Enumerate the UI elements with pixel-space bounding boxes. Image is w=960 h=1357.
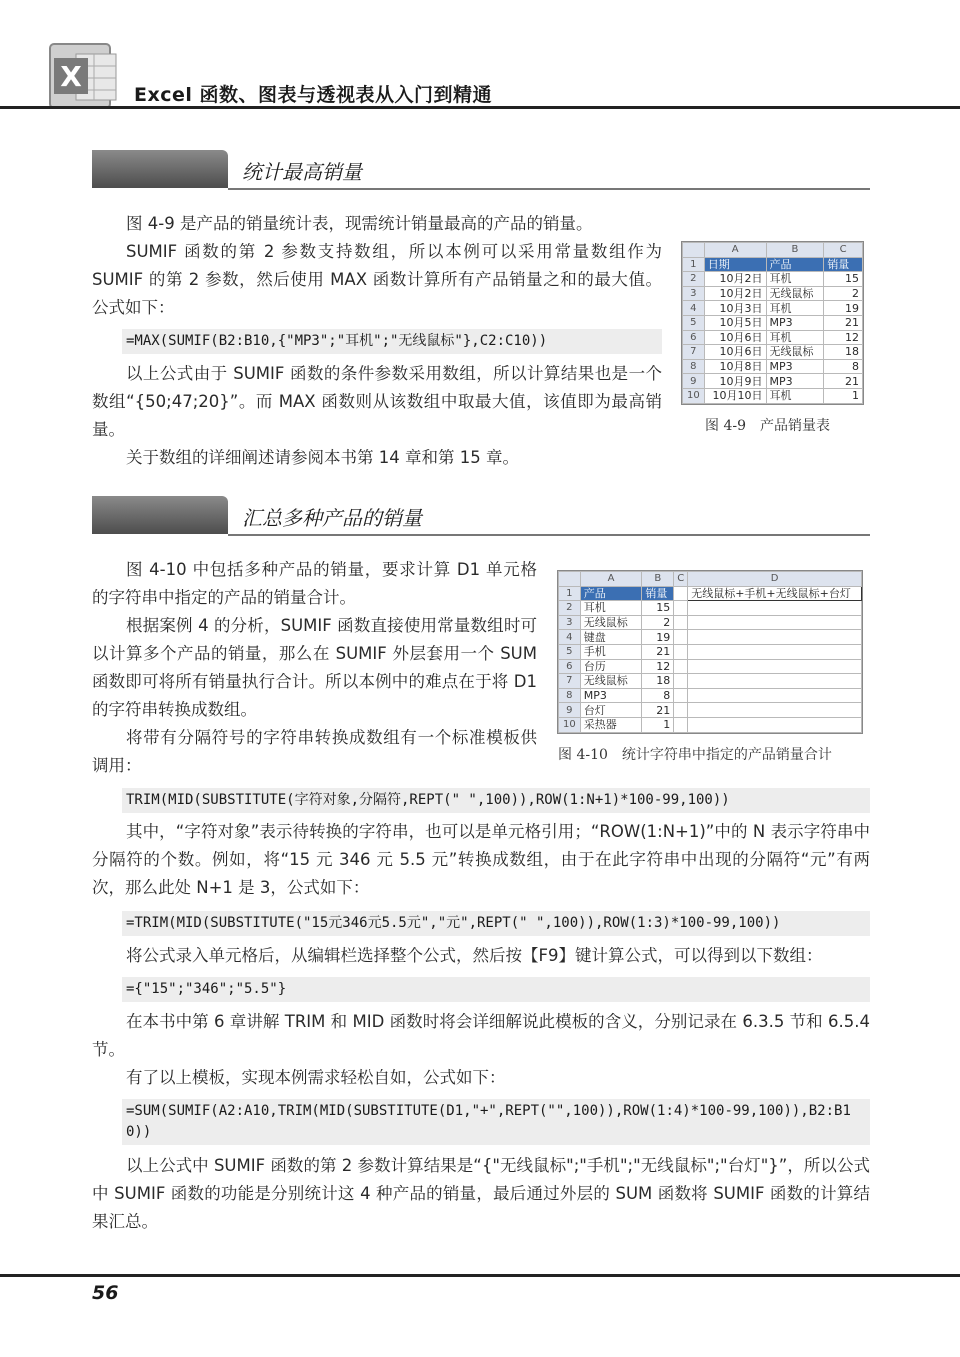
sales-cell: 12 xyxy=(642,659,674,674)
figure-caption: 图 4-10 统计字符串中指定的产品销量合计 xyxy=(558,747,832,763)
product-cell: 耳机 xyxy=(580,601,642,616)
sales-cell: 21 xyxy=(642,703,674,718)
column-header: A xyxy=(580,572,642,587)
sales-cell: 19 xyxy=(642,630,674,645)
table-row xyxy=(683,286,863,301)
product-cell: MP3 xyxy=(766,374,824,389)
table-row xyxy=(559,630,862,645)
row-number: 5 xyxy=(683,315,705,330)
paragraph: 在本书中第 6 章讲解 TRIM 和 MID 函数时将会详细解说此模板的含义，分别记录在 6.3.5 节和 6.5.4 节。 xyxy=(92,1012,870,1059)
sales-cell: 19 xyxy=(824,301,863,316)
paragraph: 以上公式由于 SUMIF 函数的条件参数采用数组，所以计算结果也是一个数组“{50;47;20}”。而 MAX 函数则从该数组中取最大值，该值即为最高销量。 xyxy=(92,364,662,439)
table-row xyxy=(559,644,862,659)
table-row xyxy=(559,674,862,689)
heading-tab xyxy=(92,150,228,188)
row-number: 7 xyxy=(559,674,581,689)
sales-cell: 15 xyxy=(642,601,674,616)
row-number: 9 xyxy=(683,374,705,389)
heading-tab xyxy=(92,496,228,534)
row-number: 3 xyxy=(683,286,705,301)
table-row xyxy=(559,601,862,616)
paragraph: 图 4-9 是产品的销量统计表，现需统计销量最高的产品的销量。 xyxy=(126,214,593,233)
date-cell: 10月6日 xyxy=(704,345,766,360)
empty-cell xyxy=(674,688,688,703)
paragraph: 根据案例 4 的分析，SUMIF 函数直接使用常量数组时可以计算多个产品的销量，那么在 SUMIF 外层套用一个 SUM 函数即可将所有销量执行合计。所以本例中的难点在于将 D1 的字符串转换成数组。 xyxy=(92,616,537,719)
column-header: B xyxy=(642,572,674,587)
paragraph: 以上公式中 SUMIF 函数的第 2 参数计算结果是“{"无线鼠标";"手机";"无线鼠标";"台灯"}”，所以公式中 SUMIF 函数的功能是分别统计这 4 种产品的销量，最后通过外层的 SUM 函数将 SUMIF 函数的计算结果汇总。 xyxy=(92,1156,870,1231)
code-template: TRIM(MID(SUBSTITUTE(字符对象,分隔符,REPT(" ",100)),ROW(1:N+1)*100-99,100)) xyxy=(122,788,870,813)
paragraph: 图 4-10 中包括多种产品的销量，要求计算 D1 单元格的字符串中指定的产品的销量合计。 xyxy=(92,560,537,607)
product-cell: 台历 xyxy=(580,659,642,674)
product-string-figure xyxy=(557,570,863,734)
row-number: 3 xyxy=(559,615,581,630)
row-number: 6 xyxy=(683,330,705,345)
table-row xyxy=(683,388,863,403)
date-cell: 10月10日 xyxy=(704,388,766,403)
table-row xyxy=(559,688,862,703)
column-header: B xyxy=(766,243,824,258)
date-cell: 10月5日 xyxy=(704,315,766,330)
product-cell: 耳机 xyxy=(766,272,824,287)
empty-cell xyxy=(688,659,862,674)
sales-cell: 8 xyxy=(642,688,674,703)
empty-cell xyxy=(674,601,688,616)
row-number: 4 xyxy=(559,630,581,645)
table-row xyxy=(683,315,863,330)
sales-cell: 1 xyxy=(642,717,674,732)
product-cell: 采热器 xyxy=(580,717,642,732)
spreadsheet xyxy=(682,242,863,404)
code-formula: =TRIM(MID(SUBSTITUTE("15元346元5.5元","元",REPT(" ",100)),ROW(1:3)*100-99,100)) xyxy=(122,911,870,936)
table-row xyxy=(559,717,862,732)
date-cell: 10月9日 xyxy=(704,374,766,389)
table-row xyxy=(559,615,862,630)
header-cell: 销量 xyxy=(642,586,674,601)
product-cell: 无线鼠标 xyxy=(580,615,642,630)
table-row xyxy=(683,345,863,360)
table-row xyxy=(683,301,863,316)
empty-cell xyxy=(688,674,862,689)
code-formula: =MAX(SUMIF(B2:B10,{"MP3";"耳机";"无线鼠标"},C2:C10)) xyxy=(122,329,662,354)
section-heading-sum-products xyxy=(92,496,870,538)
column-header: C xyxy=(824,243,863,258)
table-row xyxy=(559,659,862,674)
product-cell: MP3 xyxy=(766,359,824,374)
header-cell: 产品 xyxy=(580,586,642,601)
date-cell: 10月6日 xyxy=(704,330,766,345)
section-title: 汇总多种产品的销量 xyxy=(242,506,422,530)
paragraph: 其中，“字符对象”表示待转换的字符串，也可以是单元格引用；“ROW(1:N+1)”中的 N 表示字符串中分隔符的个数。例如，将“15 元 346 元 5.5 元”转换成数组，由于在此字符串中出现的分隔符“元”有两次，那么此处 N+1 是 3，公式如下： xyxy=(92,822,870,897)
product-cell: 台灯 xyxy=(580,703,642,718)
header-cell: 产品 xyxy=(766,257,824,272)
paragraph: 将公式录入单元格后，从编辑栏选择整个公式，然后按【F9】键计算公式，可以得到以下数组： xyxy=(126,946,823,965)
footer-divider xyxy=(0,1274,960,1277)
row-number: 7 xyxy=(683,345,705,360)
corner-cell xyxy=(683,243,705,258)
product-cell: 键盘 xyxy=(580,630,642,645)
code-formula: =SUM(SUMIF(A2:A10,TRIM(MID(SUBSTITUTE(D1,"+",REPT("",100)),ROW(1:4)*100-99,100)),B2:B10)) xyxy=(122,1099,870,1145)
product-cell: 无线鼠标 xyxy=(766,345,824,360)
sales-table-figure xyxy=(681,241,864,405)
excel-logo-icon xyxy=(48,42,120,112)
empty-cell xyxy=(688,703,862,718)
date-cell: 10月2日 xyxy=(704,272,766,287)
product-cell: 耳机 xyxy=(766,388,824,403)
row-number: 8 xyxy=(683,359,705,374)
empty-cell xyxy=(674,630,688,645)
heading-rule xyxy=(228,534,870,536)
sales-cell: 18 xyxy=(642,674,674,689)
code-array-result: ={"15";"346";"5.5"} xyxy=(122,977,870,1002)
empty-cell xyxy=(688,615,862,630)
sales-cell: 21 xyxy=(642,644,674,659)
empty-cell xyxy=(688,601,862,616)
product-cell: 无线鼠标 xyxy=(766,286,824,301)
table-row xyxy=(683,272,863,287)
sales-cell: 2 xyxy=(642,615,674,630)
table-row xyxy=(683,374,863,389)
header-cell: 销量 xyxy=(824,257,863,272)
row-number: 9 xyxy=(559,703,581,718)
header-cell: 日期 xyxy=(704,257,766,272)
section-title: 统计最高销量 xyxy=(242,160,362,184)
date-cell: 10月2日 xyxy=(704,286,766,301)
empty-cell xyxy=(674,674,688,689)
paragraph: SUMIF 函数的第 2 参数支持数组，所以本例可以采用常量数组作为 SUMIF 的第 2 参数，然后使用 MAX 函数计算所有产品销量之和的最大值。公式如下： xyxy=(92,242,662,317)
product-cell: 耳机 xyxy=(766,330,824,345)
table-row xyxy=(683,330,863,345)
row-number: 4 xyxy=(683,301,705,316)
row-number: 6 xyxy=(559,659,581,674)
column-header: D xyxy=(688,572,862,587)
book-title: Excel 函数、图表与透视表从入门到精通 xyxy=(134,84,493,106)
header-divider xyxy=(0,106,960,109)
row-number: 1 xyxy=(559,586,581,601)
row-number: 2 xyxy=(683,272,705,287)
svg-text:X: X xyxy=(60,60,82,93)
row-number: 2 xyxy=(559,601,581,616)
sales-cell: 15 xyxy=(824,272,863,287)
sales-cell: 21 xyxy=(824,374,863,389)
heading-rule xyxy=(228,188,870,190)
product-cell: 耳机 xyxy=(766,301,824,316)
table-row xyxy=(559,703,862,718)
column-header: A xyxy=(704,243,766,258)
sales-cell: 21 xyxy=(824,315,863,330)
sales-cell: 18 xyxy=(824,345,863,360)
table-row xyxy=(683,359,863,374)
row-number: 10 xyxy=(559,717,581,732)
empty-cell xyxy=(688,644,862,659)
section-heading-max-sales xyxy=(92,150,870,192)
date-cell: 10月3日 xyxy=(704,301,766,316)
product-cell: 手机 xyxy=(580,644,642,659)
sales-cell: 1 xyxy=(824,388,863,403)
empty-cell xyxy=(688,630,862,645)
empty-cell xyxy=(688,717,862,732)
product-cell: 无线鼠标 xyxy=(580,674,642,689)
paragraph: 将带有分隔符号的字符串转换成数组有一个标准模板供调用： xyxy=(92,728,537,775)
criteria-string-cell: 无线鼠标+手机+无线鼠标+台灯 xyxy=(688,586,862,601)
empty-cell xyxy=(674,615,688,630)
sales-cell: 12 xyxy=(824,330,863,345)
column-header: C xyxy=(674,572,688,587)
sales-cell: 8 xyxy=(824,359,863,374)
product-cell: MP3 xyxy=(766,315,824,330)
date-cell: 10月8日 xyxy=(704,359,766,374)
row-number: 1 xyxy=(683,257,705,272)
empty-cell xyxy=(674,644,688,659)
row-number: 5 xyxy=(559,644,581,659)
empty-cell xyxy=(688,688,862,703)
page-number: 56 xyxy=(92,1282,119,1304)
empty-cell xyxy=(674,717,688,732)
empty-cell xyxy=(674,659,688,674)
paragraph: 关于数组的详细阐述请参阅本书第 14 章和第 15 章。 xyxy=(126,448,519,467)
corner-cell xyxy=(559,572,581,587)
empty-cell xyxy=(674,703,688,718)
row-number: 8 xyxy=(559,688,581,703)
empty-cell xyxy=(674,586,688,601)
figure-caption: 图 4-9 产品销量表 xyxy=(705,418,830,434)
sales-cell: 2 xyxy=(824,286,863,301)
row-number: 10 xyxy=(683,388,705,403)
spreadsheet xyxy=(558,571,862,733)
product-cell: MP3 xyxy=(580,688,642,703)
paragraph: 有了以上模板，实现本例需求轻松自如，公式如下： xyxy=(126,1068,506,1087)
